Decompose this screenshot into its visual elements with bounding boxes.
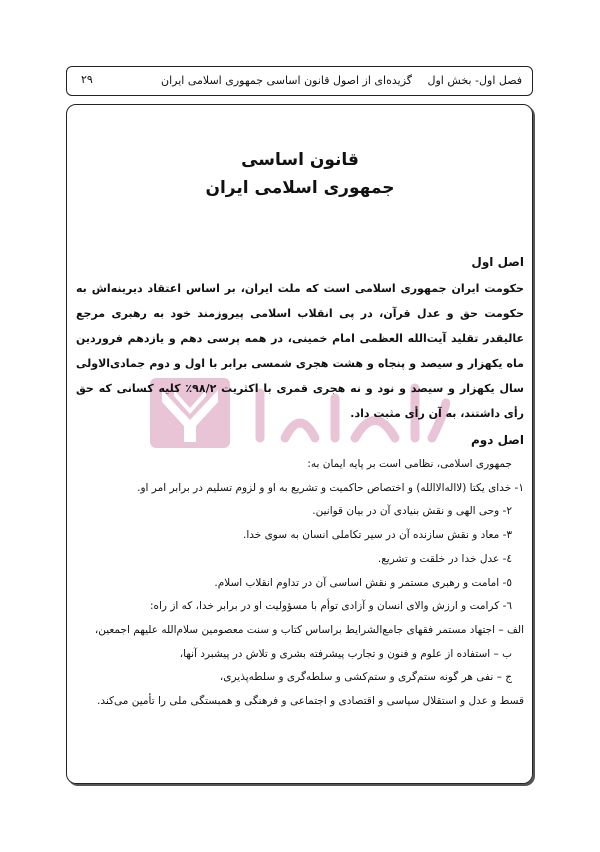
- article-2-heading: اصل دوم: [470, 433, 524, 447]
- document-title: قانون اساسی: [241, 150, 359, 170]
- article-1-text: حکومت ایران جمهوری اسلامی است که ملت ایران، بر اساس اعتقاد دیرینه‌اش به حکومت حق و عدل قرآن، در پی انقلاب اسلامی پیروزمند خود به رهبری مرجع عالیقدر تقلید آیت‌الله العظمی امام خمینی، در همه پرسی دهم و یازدهم فروردین ماه یکهزار و سیصد و پنجاه و هشت هجری شمسی برابر با اول و دوم جمادی‌الاولی سال یکهزار و سیصد و نود و نه هجری قمری با اکثریت ۹۸/۲٪ کلیه کسانی که حق رأی داشتند، به آن رأی مثبت داد.: [76, 282, 524, 420]
- article-2-sub-c: ج – نفی هر گونه ستم‌گری و ستم‌کشی و سلطه‌گری و سلطه‌پذیری،: [219, 671, 512, 684]
- header-chapter: فصل اول- بخش اول: [427, 74, 522, 87]
- article-2-item: ٦- کرامت و ارزش والای انسان و آزادی توأم با مسؤولیت او در برابر خدا، که از راه:: [149, 600, 512, 613]
- article-2-item: ٤- عدل خدا در خلقت و تشریع.: [377, 552, 512, 565]
- running-header: [66, 66, 533, 96]
- article-2-sub-b: ب – استفاده از علوم و فنون و تجارب پیشرفته بشری و تلاش در پیشبرد آنها،: [179, 647, 512, 660]
- article-2-item: ۳- معاد و نقش سازنده آن در سیر تکاملی انسان به سوی خدا.: [242, 529, 512, 542]
- article-1-heading: اصل اول: [471, 255, 524, 269]
- article-2-closing: قسط و عدل و استقلال سیاسی و اقتصادی و اجتماعی و فرهنگی و همبستگی ملی را تأمین می‌کند.: [97, 695, 524, 708]
- document-subtitle: جمهوری اسلامی ایران: [205, 178, 395, 198]
- article-2-intro: جمهوری اسلامی، نظامی است بر پایه ایمان به:: [307, 458, 512, 470]
- page-number: ۲۹: [81, 73, 93, 86]
- header-subtitle: گزیده‌ای از اصول قانون اساسی جمهوری اسلامی ایران: [161, 74, 412, 87]
- article-2-item: ٥- امامت و رهبری مستمر و نقش اساسی آن در تداوم انقلاب اسلام.: [214, 576, 512, 589]
- article-2-item: ۲- وحی الهی و نقش بنیادی آن در بیان قوانین.: [312, 505, 512, 518]
- article-2-item: ۱- خدای یکتا (لااله‌الاالله) و اختصاص حاکمیت و تشریع به او و لزوم تسلیم در برابر امر او.: [137, 481, 524, 494]
- article-2-body: [76, 453, 524, 714]
- article-2-sub-a: الف – اجتهاد مستمر فقهای جامع‌الشرایط براساس کتاب و سنت معصومین سلام‌الله علیهم اجمعین،: [94, 623, 524, 636]
